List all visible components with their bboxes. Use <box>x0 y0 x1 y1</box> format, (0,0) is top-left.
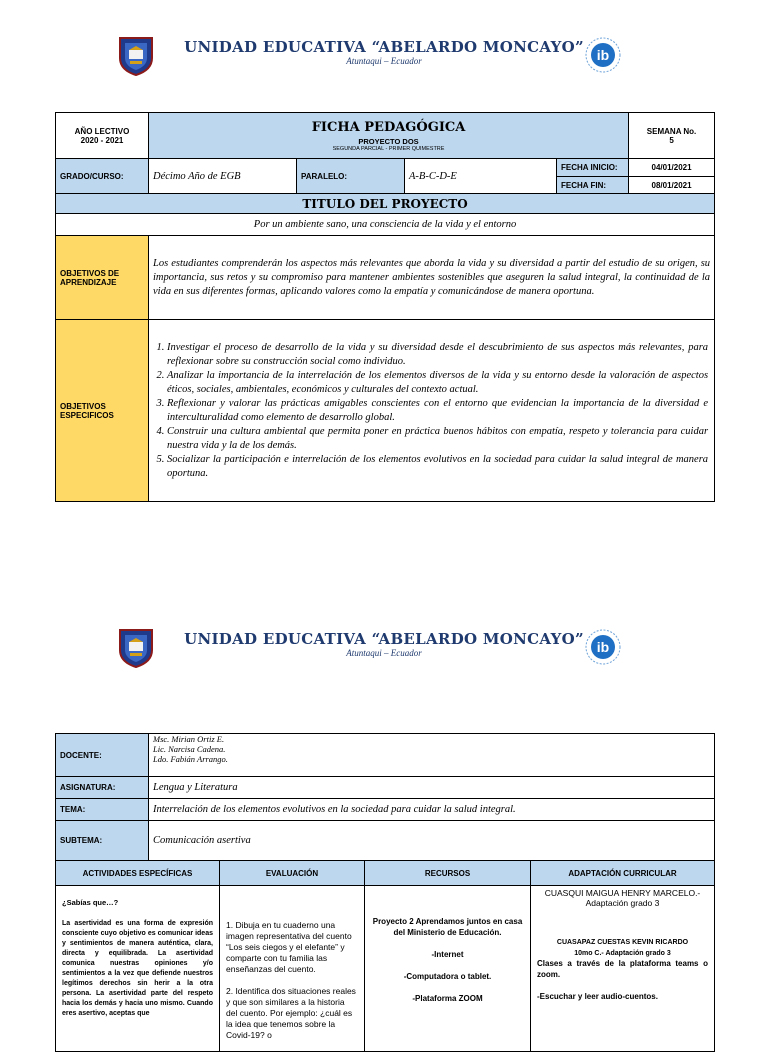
docente-name: Lic. Narcisa Cadena. <box>153 744 226 754</box>
anio-lectivo-value: 2020 - 2021 <box>80 135 124 145</box>
obj-especificos-cell <box>149 320 715 502</box>
titulo-proyecto-value: Por un ambiente sano, una consciencia de la vida y el entorno <box>56 214 715 236</box>
obj-especifico-item: 5. Socializar la participación e interrelación de los elementos evolutivos en la sociedad para cuidar la salud integral de manera oportuna. <box>167 453 708 481</box>
adaptacion-item-2: CUASAPAZ CUESTAS KEVIN RICARDO <box>556 939 689 946</box>
page-header-top <box>0 34 768 94</box>
titulo-proyecto-label: TITULO DEL PROYECTO <box>56 194 715 214</box>
fecha-fin-value: 08/01/2021 <box>629 177 715 194</box>
paralelo-label: PARALELO: <box>297 159 405 194</box>
docente-name: Ldo. Fabián Arrango. <box>153 754 228 764</box>
school-name: UNIDAD EDUCATIVA “ABELARDO MONCAYO” <box>184 38 584 56</box>
semana-cell <box>629 113 715 159</box>
obj-especifico-item: 3. Reflexionar y valorar las prácticas amigables conscientes con el entorno que evidencian la importancia de la diversidad e interculturalidad como elemento de desarrollo global. <box>167 397 708 425</box>
header-recursos: RECURSOS <box>365 861 531 886</box>
obj-aprendizaje-label: OBJETIVOS DE APRENDIZAJE <box>56 236 149 320</box>
school-location: Atuntaqui – Ecuador <box>346 648 422 658</box>
docente-list <box>149 734 715 777</box>
ficha-title: FICHA PEDAGÓGICA <box>311 119 466 135</box>
asignatura-value: Lengua y Literatura <box>149 777 715 799</box>
ib-logo-icon <box>584 628 622 666</box>
fecha-inicio-label: FECHA INICIO: <box>557 159 629 177</box>
obj-especificos-label: OBJETIVOS ESPECIFICOS <box>56 320 149 502</box>
docente-name: Msc. Mirian Ortiz E. <box>153 734 225 744</box>
recursos-cell <box>365 886 531 1052</box>
anio-lectivo-cell <box>56 113 149 159</box>
svg-text:ib: ib <box>596 639 610 655</box>
obj-especifico-item: 4. Construir una cultura ambiental que permita poner en práctica buenos hábitos con empatía, respeto y tolerancia para cuidar nuestra vida y la de los demás. <box>167 425 708 453</box>
proyecto-label: PROYECTO DOS <box>358 136 419 146</box>
semana-label: SEMANA No. <box>646 126 697 136</box>
ficha-table <box>55 112 715 502</box>
recursos-item-1: Proyecto 2 Aprendamos juntos en casa del Ministerio de Educación. <box>372 917 523 937</box>
asignatura-label: ASIGNATURA: <box>56 777 149 799</box>
fecha-fin-label: FECHA FIN: <box>557 177 629 194</box>
obj-especifico-item: 1. Investigar el proceso de desarrollo de la vida y su diversidad desde el descubrimiento de sus aspectos más relevantes, para reflexionar sobre su construcción social como individuo. <box>167 341 708 369</box>
school-location: Atuntaqui – Ecuador <box>346 56 422 66</box>
evaluacion-item-1: 1. Dibuja en tu cuaderno una imagen representativa del cuento “Los seis ciegos y el elefante” y comparte con tu familia las enseñanzas del cuento. <box>226 920 352 974</box>
evaluacion-cell <box>220 886 365 1052</box>
evaluacion-item-2: 2. Identifica dos situaciones reales y que son similares a la historia del cuento. Por ejemplo: ¿cuál es la idea que tenemos sobre la Covid-19? o <box>226 986 356 1040</box>
plan-table <box>55 733 715 1052</box>
header-adaptacion: ADAPTACIÓN CURRICULAR <box>531 861 715 886</box>
anio-lectivo-label: AÑO LECTIVO <box>74 126 130 136</box>
fecha-inicio-value: 04/01/2021 <box>629 159 715 177</box>
adaptacion-item-4: Clases a través de la plataforma teams o zoom. <box>537 959 708 979</box>
actividades-cell <box>56 886 220 1052</box>
svg-text:ib: ib <box>596 47 610 63</box>
subtema-label: SUBTEMA: <box>56 821 149 861</box>
adaptacion-item-1: CUASQUI MAIGUA HENRY MARCELO.- Adaptación grado 3 <box>544 888 701 908</box>
actividades-text: La asertividad es una forma de expresión consciente cuyo objetivo es comunicar ideas y sentimientos de manera auténtica, clara, directa y equilibrada. La asertividad comunica nuestras opiniones y/o sentimientos a la vez que defiende nuestros legítimos derechos sin herir a la otra persona. La asertividad parte del respeto hacia los demás y hacia uno mismo. Cuando eres asertivo, aceptas que <box>62 919 213 1017</box>
page-header-second <box>0 626 768 686</box>
recursos-item-3: -Computadora o tablet. <box>403 972 492 981</box>
ib-logo-icon <box>584 36 622 74</box>
paralelo-value: A-B-C-D-E <box>405 159 557 194</box>
docente-label: DOCENTE: <box>56 734 149 777</box>
tema-label: TEMA: <box>56 799 149 821</box>
semana-value: 5 <box>669 135 674 145</box>
adaptacion-item-3: 10mo C.- Adaptación grado 3 <box>574 949 671 957</box>
adaptacion-item-5: -Escuchar y leer audio-cuentos. <box>537 992 658 1001</box>
obj-aprendizaje-value: Los estudiantes comprenderán los aspectos más relevantes que aborda la vida y su diversidad a partir del estudio de su origen, su importancia, sus retos y su compromiso para mantener ambientes sostenibles que aseguren la salud integral, la continuidad de la vida en sus diferentes formas, aplicando valores como la empatía y comunicándose de manera oportuna. <box>149 236 715 320</box>
grado-label: GRADO/CURSO: <box>56 159 149 194</box>
recursos-item-2: -Internet <box>431 950 464 959</box>
obj-especifico-item: 2. Analizar la importancia de la interrelación de los elementos diversos de la vida y su entorno desde la valoración de aspectos éticos, sociales, ambientales, económicos y culturales del contexto actual. <box>167 369 708 397</box>
header-evaluacion: EVALUACIÓN <box>220 861 365 886</box>
parcial-label: SEGUNDA PARCIAL - PRIMER QUIMESTRE <box>332 145 445 152</box>
actividades-title: ¿Sabías que…? <box>62 898 119 907</box>
tema-value: Interrelación de los elementos evolutivos en la sociedad para cuidar la salud integral. <box>149 799 715 821</box>
grado-value: Décimo Año de EGB <box>149 159 297 194</box>
ficha-title-cell <box>149 113 629 159</box>
adaptacion-cell <box>531 886 715 1052</box>
subtema-value: Comunicación asertiva <box>149 821 715 861</box>
recursos-item-4: -Plataforma ZOOM <box>412 994 483 1003</box>
school-name: UNIDAD EDUCATIVA “ABELARDO MONCAYO” <box>184 630 584 648</box>
header-actividades: ACTIVIDADES ESPECÍFICAS <box>56 861 220 886</box>
obj-especificos-list <box>153 341 708 481</box>
